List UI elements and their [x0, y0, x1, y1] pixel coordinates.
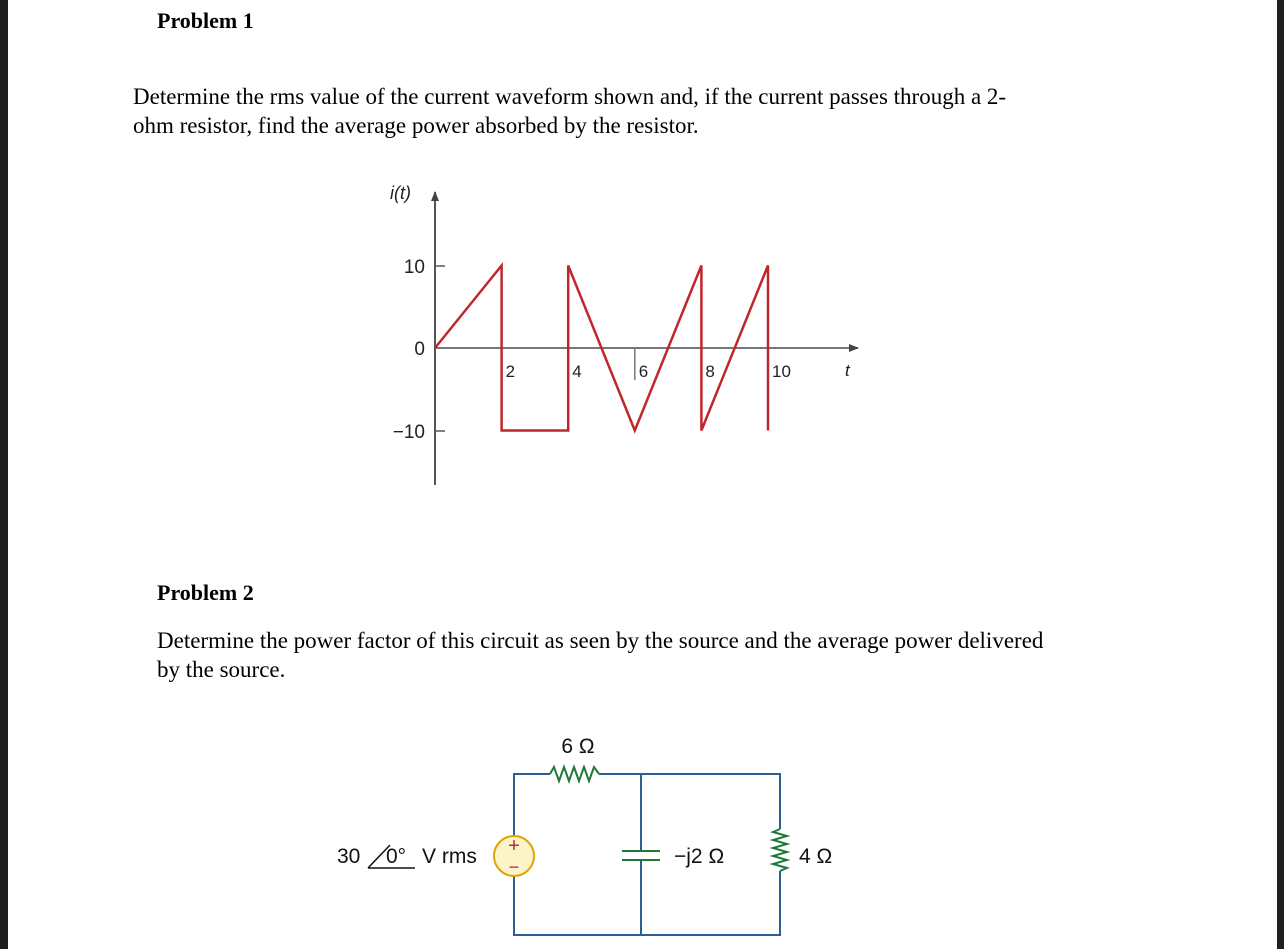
x-tick-label: 2: [505, 362, 516, 381]
x-tick-label: 4: [572, 362, 582, 381]
problem1-text-line1: Determine the rms value of the current waveform shown and, if the current passes through a 2-: [133, 84, 1007, 109]
problem2-title: Problem 2: [157, 580, 254, 605]
resistor-6-ohm-symbol: [550, 767, 599, 781]
source-minus-sign: −: [508, 857, 520, 877]
wire-left-top: [514, 774, 550, 836]
x-tick-label: 6: [638, 362, 649, 381]
y-axis-label: i(t): [390, 183, 411, 203]
x-axis-label: t: [845, 361, 850, 380]
source-plus-sign: +: [508, 835, 520, 857]
source-magnitude: 30: [337, 845, 361, 868]
source-angle: 0°: [386, 845, 407, 868]
resistor-4-ohm-symbol: [773, 829, 787, 871]
problem2-text-line2: by the source.: [157, 657, 286, 682]
capacitor-label: −j2 Ω: [674, 845, 725, 868]
wire-top: [599, 774, 780, 829]
x-tick-label: 10: [772, 362, 791, 381]
resistor-4-ohm-label: 4 Ω: [799, 845, 833, 868]
x-tick-label: 8: [705, 362, 715, 381]
source-unit: V rms: [422, 845, 477, 868]
y-tick-label: 10: [403, 257, 425, 278]
problem1-title: Problem 1: [157, 8, 254, 33]
problem2-text-line1: Determine the power factor of this circuit as seen by the source and the average power delivered: [157, 628, 1044, 653]
problem1-text-line2: ohm resistor, find the average power absorbed by the resistor.: [133, 113, 699, 138]
capacitor-symbol: [622, 851, 660, 860]
resistor-6-ohm-label: 6 Ω: [561, 735, 595, 758]
y-tick-label: 0: [414, 339, 425, 360]
wire-bottom: [514, 871, 780, 935]
y-tick-label: −10: [392, 422, 425, 443]
